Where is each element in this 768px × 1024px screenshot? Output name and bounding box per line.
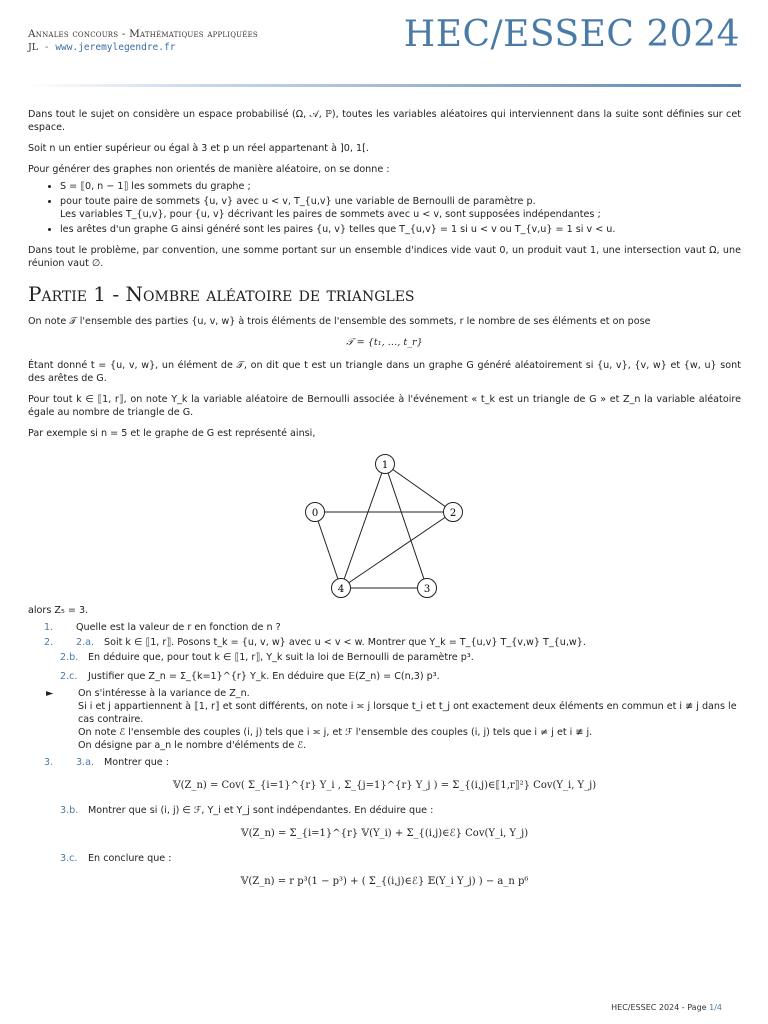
list-item [60,195,741,221]
bullet-text-continued: Les variables T_{u,v}, pour {u, v} décrivant les paires de sommets avec u < v, sont supposées indépendantes ; [60,209,601,220]
edge-2-4 [341,512,453,588]
intro-paragraph-4: Dans tout le problème, par convention, une somme portant sur un ensemble d'indices vide vaut 0, un produit vaut 1, une intersection vaut Ω, une réunion vaut ∅. [28,245,741,269]
page-content [28,108,741,900]
header-site-line [28,42,258,53]
edge-1-4 [341,464,385,588]
separator: - [43,42,56,53]
question-3c [28,852,741,865]
question-text: En conclure que : [88,853,172,864]
author-initials: JL [28,42,39,53]
question-number: 1. [44,622,54,633]
question-2a [28,636,741,649]
header-left [28,28,258,53]
question-text: Montrer que : [104,757,169,768]
graph-svg [303,448,473,598]
variance-intro [28,687,741,752]
question-text: Soit k ∈ ⟦1, r⟧. Posons t_k = {u, v, w} avec u < v < w. Montrer que Y_k = T_{u,v} T_{v,w} T_{u,w}. [104,637,586,648]
question-number: 3. [44,757,54,768]
edge-1-3 [385,464,427,588]
variance-intro-text [78,687,741,752]
part-paragraph-1: On note 𝒯 l'ensemble des parties {u, v, w} à trois éléments de l'ensemble des sommets, r le nombre de ses éléments et on pose [28,316,651,327]
graph-node-label: 0 [311,508,319,519]
intro-paragraph-3: Pour générer des graphes non orientés de manière aléatoire, on se donne : [28,164,390,175]
header-subtitle: Annales concours - Mathématiques appliquées [28,28,258,40]
part-paragraph-3: Pour tout k ∈ ⟦1, r⟧, on note Y_k la variable aléatoire de Bernoulli associée à l'événement « t_k est un triangle de G » et Z_n la variable aléatoire égale au nombre de triangle de G. [28,394,741,418]
formula-T: 𝒯 = {t₁, …, t_r} [346,337,423,348]
subquestion-label: 3.b. [60,805,79,816]
question-text: En déduire que, pour tout k ∈ ⟦1, r⟧, Y_k suit la loi de Bernoulli de paramètre p³. [88,652,474,663]
question-2c [28,670,741,683]
subquestion-label: 2.c. [60,671,78,682]
question-2b [28,651,741,664]
question-3b [28,804,741,817]
formula-3b: 𝕍(Z_n) = Σ_{i=1}^{r} 𝕍(Y_i) + Σ_{(i,j)∈ℰ} Cov(Y_i, Y_j) [240,828,529,839]
question-text: Montrer que si (i, j) ∈ ℱ, Y_i et Y_j sont indépendantes. En déduire que : [88,805,434,816]
page-number: 1/4 [709,1003,722,1012]
subquestion-label: 2.b. [60,652,79,663]
question-text: Quelle est la valeur de r en fonction de n ? [76,622,281,633]
question-1 [28,621,741,634]
after-graph: alors Z₅ = 3. [28,605,89,616]
variance-line: On s'intéresse à la variance de Z_n. [78,688,250,699]
part-paragraph-2: Étant donné t = {u, v, w}, un élément de 𝒯, on dit que t est un triangle dans un graphe G généré aléatoirement si {u, v}, {v, w} et {w, u} sont des arêtes de G. [28,360,741,384]
footer-text: HEC/ESSEC 2024 - Page [611,1003,710,1012]
edge-1-2 [385,464,453,512]
intro-paragraph-1: Dans tout le sujet on considère un espace probabilisé (Ω, 𝒜, ℙ), toutes les variables aléatoires qui interviennent dans la suite sont définies sur cet espace. [28,109,741,133]
list-item: • S = ⟦0, n − 1⟧ les sommets du graphe ; [60,180,741,193]
bullet-text: pour toute paire de sommets {u, v} avec u < v, T_{u,v} une variable de Bernoulli de paramètre p. [60,196,536,207]
formula-3a: 𝕍(Z_n) = Cov( Σ_{i=1}^{r} Y_i , Σ_{j=1}^{r} Y_j ) = Σ_{(i,j)∈⟦1,r⟧²} Cov(Y_i, Y_j) [172,780,597,791]
graph-node-label: 2 [449,508,457,519]
question-text: Justifier que Z_n = Σ_{k=1}^{r} Y_k. En déduire que 𝔼(Z_n) = C(n,3) p³. [88,671,440,682]
variance-line: On note ℰ l'ensemble des couples (i, j) tels que i ≍ j, et ℱ l'ensemble des couples (i, j) tels que i ≠ j et i ≢ j. [78,727,593,738]
graph-node-label: 4 [337,584,345,595]
variance-line: On désigne par a_n le nombre d'éléments de ℰ. [78,740,307,751]
edge-0-4 [315,512,341,588]
graph-node-label: 3 [423,584,431,595]
header-title: HEC/ESSEC 2024 [403,14,740,55]
graph-edges [315,464,453,588]
subquestion-label: 3.a. [76,757,95,768]
question-3a [28,756,741,769]
header-rule [28,84,741,87]
intro-paragraph-2: Soit n un entier supérieur ou égal à 3 et p un réel appartenant à ]0, 1[. [28,143,369,154]
variance-line: Si i et j appartiennent à ⟦1, r⟧ et sont différents, on note i ≍ j lorsque t_i et t_j ont exactement deux éléments en commun et i ≢ j dans le cas contraire. [78,701,737,725]
page-footer [611,1003,722,1012]
site-link[interactable]: www.jeremylegendre.fr [55,42,176,53]
question-number: 2. [44,637,54,648]
graph-node-label: 1 [381,460,389,471]
list-item: • les arêtes d'un graphe G ainsi généré sont les paires {u, v} telles que T_{u,v} = 1 si u < v ou T_{v,u} = 1 si v < u. [60,223,741,236]
subquestion-label: 3.c. [60,853,78,864]
example-graph [28,448,741,598]
formula-3c: 𝕍(Z_n) = r p³(1 − p³) + ( Σ_{(i,j)∈ℰ} 𝔼(Y_i Y_j) ) − a_n p⁶ [240,876,529,887]
part-title: Partie 1 - Nombre aléatoire de triangles [28,282,415,306]
part-paragraph-4: Par exemple si n = 5 et le graphe de G est représenté ainsi, [28,428,316,439]
intro-bullet-list [28,180,741,236]
subquestion-label: 2.a. [76,637,95,648]
arrow-bullet-icon: ► [46,688,54,699]
